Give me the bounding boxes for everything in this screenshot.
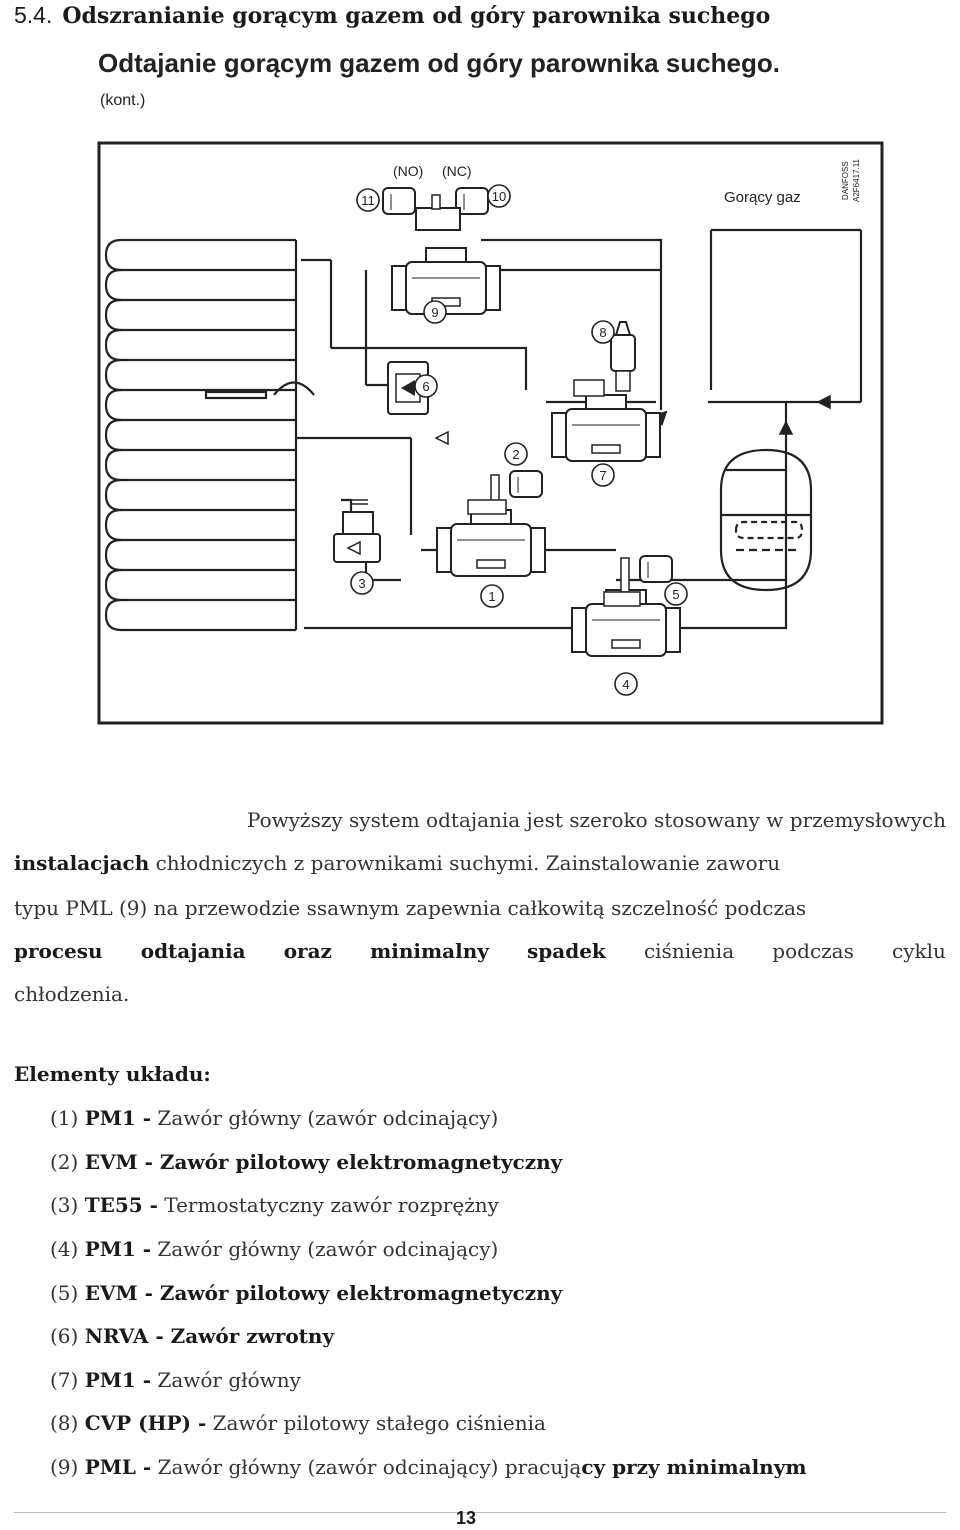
- callout-2-label: 2: [512, 447, 520, 462]
- section-title: Odszranianie gorącym gazem od góry parownika suchego: [62, 3, 771, 29]
- label-brand: DANFOSS: [841, 161, 850, 200]
- paragraph-line-4: [14, 939, 946, 963]
- element-item-5: [50, 1281, 562, 1305]
- element-item-3: [50, 1193, 499, 1217]
- label-no: (NO): [393, 163, 424, 179]
- word: spadek: [527, 939, 606, 963]
- callout-11-label: 11: [361, 193, 375, 208]
- element-item-9: [50, 1455, 946, 1479]
- figure-title: Odtajanie gorącym gazem od góry parownika suchego.: [98, 48, 780, 78]
- item-code: PM1 -: [84, 1237, 152, 1261]
- word: odtajania: [140, 939, 246, 963]
- element-item-4: [50, 1237, 498, 1261]
- callout-1-label: 1: [488, 589, 496, 604]
- item-code: CVP (HP) -: [84, 1411, 207, 1435]
- element-item-8: [50, 1411, 546, 1435]
- paragraph-line-5: chłodzenia.: [14, 982, 130, 1006]
- label-drawing-code: A2F6417.11: [852, 159, 861, 202]
- item-desc: Termostatyczny zawór rozprężny: [157, 1193, 499, 1217]
- callout-8-label: 8: [599, 325, 607, 340]
- item-number: (5): [50, 1281, 79, 1305]
- paragraph-line-1: Powyższy system odtajania jest szeroko stosowany w przemysłowych: [246, 808, 946, 832]
- paragraph-line-2: [14, 851, 946, 875]
- callout-10-label: 10: [491, 189, 507, 204]
- item-code: TE55 -: [84, 1193, 158, 1217]
- label-nc: (NC): [442, 163, 472, 179]
- word: cyklu: [892, 939, 946, 963]
- bold-word: instalacjach: [14, 851, 150, 875]
- elements-heading: Elementy układu:: [14, 1062, 211, 1086]
- item-code: EVM -: [84, 1150, 153, 1174]
- item-code: NRVA -: [84, 1324, 164, 1348]
- section-heading: [14, 2, 770, 29]
- item-desc-tail: cy przy minimalnym: [581, 1455, 807, 1479]
- label-hot-gas: Gorący gaz: [724, 189, 801, 206]
- element-item-7: [50, 1368, 301, 1392]
- item-number: (3): [50, 1193, 79, 1217]
- item-code: EVM -: [84, 1281, 153, 1305]
- expansion-valve-3: [334, 500, 380, 562]
- paragraph-line-2-rest: chłodniczych z parownikami suchymi. Zainstalowanie zaworu: [149, 851, 781, 875]
- item-desc: Zawór pilotowy elektromagnetyczny: [152, 1150, 563, 1174]
- word: podczas: [772, 939, 854, 963]
- item-desc: Zawór zwrotny: [163, 1324, 335, 1348]
- word: ciśnienia: [643, 939, 735, 963]
- defrost-diagram: [96, 140, 886, 730]
- item-number: (4): [50, 1237, 79, 1261]
- item-code: PM1 -: [84, 1368, 152, 1392]
- callout-5-label: 5: [672, 587, 680, 602]
- item-number: (8): [50, 1411, 79, 1435]
- item-number: (6): [50, 1324, 79, 1348]
- item-number: (1): [50, 1106, 79, 1130]
- paragraph-line-3: typu PML (9) na przewodzie ssawnym zapewnia całkowitą szczelność podczas: [14, 896, 807, 920]
- footer-divider: [14, 1512, 946, 1513]
- item-number: (2): [50, 1150, 79, 1174]
- callout-9-label: 9: [431, 305, 439, 320]
- section-number: 5.4.: [14, 2, 53, 28]
- item-desc: Zawór główny: [151, 1368, 301, 1392]
- item-code: PML -: [84, 1455, 152, 1479]
- element-item-6: [50, 1324, 334, 1348]
- item-desc: Zawór główny (zawór odcinający): [151, 1106, 499, 1130]
- evaporator-coil: [106, 240, 314, 630]
- item-code: PM1 -: [84, 1106, 152, 1130]
- item-desc: Zawór pilotowy stałego ciśnienia: [206, 1411, 546, 1435]
- page-number: 13: [456, 1508, 477, 1528]
- word: procesu: [14, 939, 103, 963]
- item-desc: Zawór główny (zawór odcinający) pracują: [151, 1455, 582, 1479]
- word: oraz: [283, 939, 332, 963]
- element-item-1: [50, 1106, 498, 1130]
- item-desc: Zawór pilotowy elektromagnetyczny: [152, 1281, 563, 1305]
- callout-7-label: 7: [599, 468, 607, 483]
- word: minimalny: [370, 939, 489, 963]
- callout-4-label: 4: [622, 677, 630, 692]
- callout-6-label: 6: [422, 379, 430, 394]
- callout-3-label: 3: [358, 576, 366, 591]
- figure-subtitle: (kont.): [100, 92, 146, 109]
- item-desc: Zawór główny (zawór odcinający): [151, 1237, 499, 1261]
- element-item-2: [50, 1150, 562, 1174]
- item-number: (7): [50, 1368, 79, 1392]
- item-number: (9): [50, 1455, 79, 1479]
